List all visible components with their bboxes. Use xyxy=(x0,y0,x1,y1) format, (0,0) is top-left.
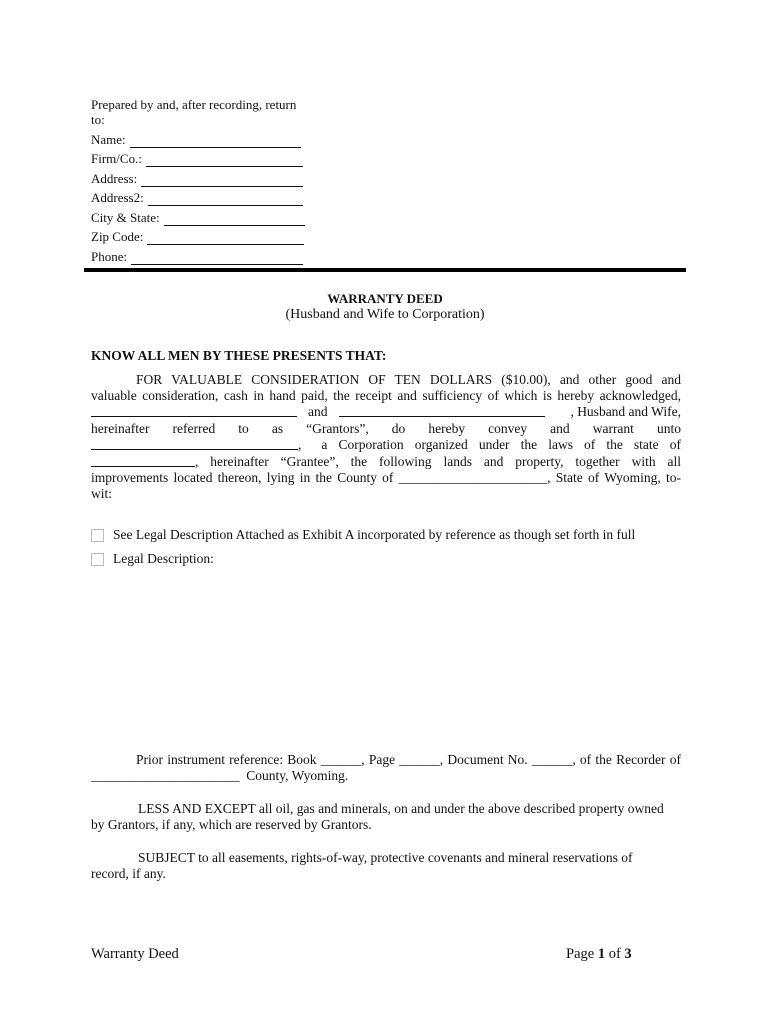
name-input-line[interactable] xyxy=(130,135,301,148)
zip-code-input-line[interactable] xyxy=(147,232,304,245)
county-text: improvements located thereon, lying in the County of ______________________, State of Wyoming, to- xyxy=(91,470,681,485)
word-unto: unto xyxy=(656,421,681,436)
less-except-text-1: LESS AND EXCEPT all oil, gas and minerals, on and under the above described property owned xyxy=(138,801,664,816)
exhibit-a-option[interactable] xyxy=(91,527,635,543)
exhibit-a-checkbox[interactable] xyxy=(91,529,104,542)
word-and: and xyxy=(550,421,570,436)
address-field-label: Address: xyxy=(91,171,138,186)
prepared-by-label: Prepared by and, after recording, return to: xyxy=(91,97,297,127)
document-title: WARRANTY DEED xyxy=(327,291,443,306)
exhibit-a-label: See Legal Description Attached as Exhibit A incorporated by reference as though set forth in full xyxy=(113,527,636,542)
name-field[interactable] xyxy=(91,132,301,148)
less-except-line-1 xyxy=(91,801,681,818)
city-state-field[interactable] xyxy=(91,210,305,226)
consideration-l1: FOR VALUABLE CONSIDERATION OF TEN DOLLARS ($10.00), and other good and xyxy=(136,372,681,387)
husband-wife-text: , Husband and Wife, xyxy=(570,404,681,419)
prior-instrument-text-1: Prior instrument reference: Book ______, Page ______, Document No. ______, of the Recorder of xyxy=(136,752,681,767)
phone-input-line[interactable] xyxy=(131,252,303,265)
phone-field[interactable] xyxy=(91,249,303,265)
firm-input-line[interactable] xyxy=(146,154,303,167)
page-prefix: Page xyxy=(566,946,595,962)
prior-instrument-line-2 xyxy=(91,768,681,785)
word-convey: convey xyxy=(488,421,528,436)
word-hereby: hereby xyxy=(428,421,466,436)
consideration-line-2 xyxy=(91,388,681,405)
address-field[interactable] xyxy=(91,171,303,187)
firm-field[interactable] xyxy=(91,151,303,167)
zip-code-field[interactable] xyxy=(91,229,304,245)
prior-instrument-line-1 xyxy=(91,752,681,769)
footer-document-name: Warranty Deed xyxy=(91,946,179,962)
less-except-text-2: by Grantors, if any, which are reserved by Grantors. xyxy=(91,817,372,832)
consideration-line-6 xyxy=(91,454,681,471)
wit-text: wit: xyxy=(91,486,113,501)
address2-field-label: Address2: xyxy=(91,190,144,205)
preamble-heading: KNOW ALL MEN BY THESE PRESENTS THAT: xyxy=(91,348,387,363)
legal-description-option[interactable] xyxy=(91,551,214,567)
consideration-l2: valuable consideration, cash in hand paid, the receipt and sufficiency of which is hereby acknowledged, xyxy=(91,388,681,403)
consideration-line-5 xyxy=(91,437,681,454)
address-input-line[interactable] xyxy=(141,174,303,187)
address2-input-line[interactable] xyxy=(148,193,303,206)
word-do: do xyxy=(391,421,406,436)
grantee-text: , hereinafter “Grantee”, the following lands and property, together with all xyxy=(195,454,681,469)
grantor-2-blank[interactable] xyxy=(339,404,545,417)
and-text: and xyxy=(308,404,328,419)
page-current: 1 xyxy=(597,946,606,962)
grantee-name-blank[interactable] xyxy=(91,437,298,450)
word-referred: referred xyxy=(172,421,216,436)
zip-code-field-label: Zip Code: xyxy=(91,229,144,244)
word-to: to xyxy=(238,421,249,436)
legal-description-label: Legal Description: xyxy=(113,551,214,566)
consideration-text-1 xyxy=(136,372,681,389)
prior-instrument-text-2: ______________________ County, Wyoming. xyxy=(91,768,349,783)
consideration-line-1 xyxy=(91,372,681,389)
footer-page-number xyxy=(566,946,632,963)
comma-text: , xyxy=(298,437,302,452)
name-field-label: Name: xyxy=(91,132,126,147)
legal-description-checkbox[interactable] xyxy=(91,553,104,566)
less-except-line-2 xyxy=(91,817,681,834)
consideration-line-8 xyxy=(91,486,681,503)
grantor-1-blank[interactable] xyxy=(91,404,297,417)
header-divider xyxy=(84,268,686,272)
city-state-input-line[interactable] xyxy=(164,213,305,226)
corporation-text: a Corporation organized under the laws of the state of xyxy=(321,437,681,452)
consideration-line-3 xyxy=(91,404,681,421)
consideration-line-4 xyxy=(91,421,681,438)
subject-to-line-2 xyxy=(91,866,681,883)
word-hereinafter: hereinafter xyxy=(91,421,150,436)
address2-field[interactable] xyxy=(91,190,303,206)
subject-to-text-2: record, if any. xyxy=(91,866,166,881)
subject-to-text-1: SUBJECT to all easements, rights-of-way, protective covenants and mineral reservations of xyxy=(138,850,633,865)
word-grantors: “Grantors”, xyxy=(306,421,369,436)
page-of: of xyxy=(608,946,621,962)
page-total: 3 xyxy=(624,946,632,962)
consideration-line-7 xyxy=(91,470,681,487)
state-blank[interactable] xyxy=(91,454,195,467)
word-warrant: warrant xyxy=(592,421,634,436)
phone-field-label: Phone: xyxy=(91,249,128,264)
word-as: as xyxy=(271,421,284,436)
city-state-field-label: City & State: xyxy=(91,210,160,225)
document-subtitle: (Husband and Wife to Corporation) xyxy=(285,307,485,322)
firm-field-label: Firm/Co.: xyxy=(91,151,142,166)
subject-to-line-1 xyxy=(91,850,681,867)
